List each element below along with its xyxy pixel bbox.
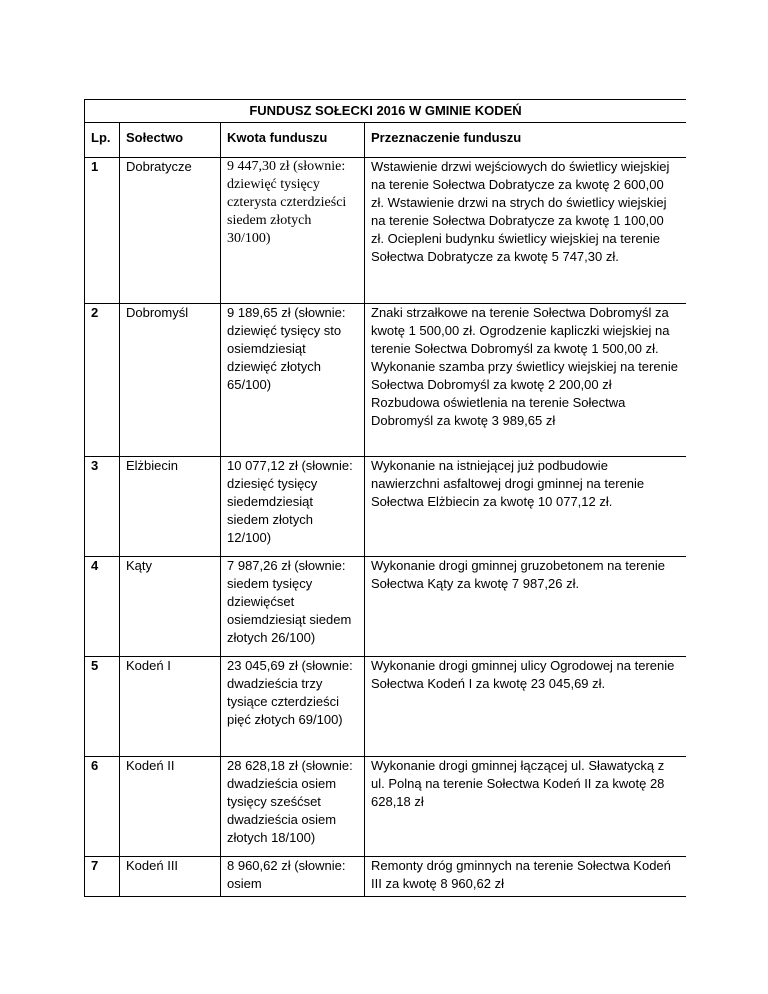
row-przeznaczenie: Znaki strzałkowe na terenie Sołectwa Dobromyśl za kwotę 1 500,00 zł. Ogrodzenie kapliczki wiejskiej na terenie Sołectwa Dobromyśl za kwotę 1 500,00 zł. Wykonanie szamba przy świetlicy wiejskiej na terenie Sołectwa Dobromyśl za kwotę 2 200,00 zł Rozbudowa oświetlenia na terenie Sołectwa Dobromyśl za kwotę 3 989,65 zł bbox=[365, 304, 687, 457]
row-kwota: 10 077,12 zł (słownie: dziesięć tysięcy siedemdziesiąt siedem złotych 12/100) bbox=[221, 457, 365, 557]
table-title: FUNDUSZ SOŁECKI 2016 W GMINIE KODEŃ bbox=[85, 100, 687, 123]
row-przeznaczenie: Wstawienie drzwi wejściowych do świetlicy wiejskiej na terenie Sołectwa Dobratycze za kwotę 2 600,00 zł. Wstawienie drzwi na strych do świetlicy wiejskiej na terenie Sołectwa Dobratycze za kwotę 1 100,00 zł. Ociepleni budynku świetlicy wiejskiej na terenie Sołectwa Dobratycze za kwotę 5 747,30 zł. bbox=[365, 158, 687, 304]
row-solectwo: Dobratycze bbox=[120, 158, 221, 304]
row-solectwo: Dobromyśl bbox=[120, 304, 221, 457]
row-lp: 1 bbox=[85, 158, 120, 304]
row-lp: 5 bbox=[85, 657, 120, 757]
row-solectwo: Kodeń III bbox=[120, 857, 221, 897]
header-przeznaczenie: Przeznaczenie funduszu bbox=[365, 123, 687, 158]
row-kwota: 7 987,26 zł (słownie: siedem tysięcy dziewięćset osiemdziesiąt siedem złotych 26/100) bbox=[221, 557, 365, 657]
table-row bbox=[85, 304, 687, 457]
row-solectwo: Elżbiecin bbox=[120, 457, 221, 557]
table-row bbox=[85, 158, 687, 304]
row-przeznaczenie: Wykonanie drogi gminnej ulicy Ogrodowej na terenie Sołectwa Kodeń I za kwotę 23 045,69 zł. bbox=[365, 657, 687, 757]
row-solectwo: Kodeń II bbox=[120, 757, 221, 857]
table-row bbox=[85, 557, 687, 657]
header-kwota: Kwota funduszu bbox=[221, 123, 365, 158]
row-kwota: 9 189,65 zł (słownie: dziewięć tysięcy sto osiemdziesiąt dziewięć złotych 65/100) bbox=[221, 304, 365, 457]
table-row bbox=[85, 457, 687, 557]
row-lp: 2 bbox=[85, 304, 120, 457]
row-kwota: 9 447,30 zł (słownie: dziewięć tysięcy czterysta czterdzieści siedem złotych 30/100) bbox=[221, 158, 365, 304]
row-solectwo: Kąty bbox=[120, 557, 221, 657]
header-solectwo: Sołectwo bbox=[120, 123, 221, 158]
header-lp: Lp. bbox=[85, 123, 120, 158]
title-row bbox=[85, 100, 687, 123]
row-przeznaczenie: Wykonanie drogi gminnej gruzobetonem na terenie Sołectwa Kąty za kwotę 7 987,26 zł. bbox=[365, 557, 687, 657]
row-przeznaczenie: Wykonanie drogi gminnej łączącej ul. Sławatycką z ul. Polną na terenie Sołectwa Kodeń II za kwotę 28 628,18 zł bbox=[365, 757, 687, 857]
table-row bbox=[85, 857, 687, 897]
row-lp: 7 bbox=[85, 857, 120, 897]
document-page bbox=[84, 99, 686, 934]
row-lp: 3 bbox=[85, 457, 120, 557]
row-lp: 6 bbox=[85, 757, 120, 857]
table-row bbox=[85, 757, 687, 857]
fund-table bbox=[84, 99, 686, 897]
row-kwota: 23 045,69 zł (słownie: dwadzieścia trzy tysiące czterdzieści pięć złotych 69/100) bbox=[221, 657, 365, 757]
row-kwota: 28 628,18 zł (słownie: dwadzieścia osiem tysięcy sześćset dwadzieścia osiem złotych 18/100) bbox=[221, 757, 365, 857]
header-row bbox=[85, 123, 687, 158]
row-kwota: 8 960,62 zł (słownie: osiem bbox=[221, 857, 365, 897]
row-przeznaczenie: Remonty dróg gminnych na terenie Sołectwa Kodeń III za kwotę 8 960,62 zł bbox=[365, 857, 687, 897]
table-row bbox=[85, 657, 687, 757]
row-lp: 4 bbox=[85, 557, 120, 657]
row-przeznaczenie: Wykonanie na istniejącej już podbudowie nawierzchni asfaltowej drogi gminnej na terenie Sołectwa Elżbiecin za kwotę 10 077,12 zł. bbox=[365, 457, 687, 557]
row-solectwo: Kodeń I bbox=[120, 657, 221, 757]
